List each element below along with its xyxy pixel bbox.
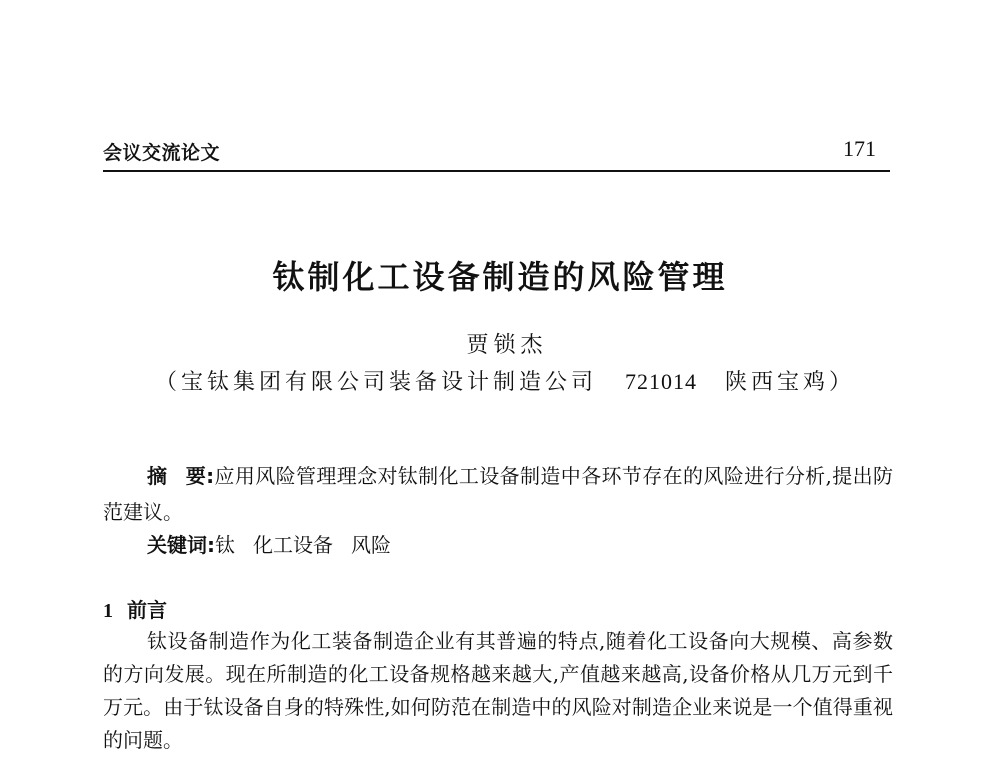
keywords (147, 527, 409, 563)
paper-title: 钛制化工设备制造的风险管理 (272, 258, 728, 296)
section-body: 钛设备制造作为化工装备制造企业有其普遍的特点,随着化工设备向大规模、高参数的方向发展。现在所制造的化工设备规格越来越大,产值越来越高,设备价格从几万元到千万元。由于钛设备自身的特殊性,如何防范在制造中的风险对制造企业来说是一个值得重视的问题。 (103, 629, 893, 752)
abstract-text: 应用风险管理理念对钛制化工设备制造中各环节存在的风险进行分析,提出防范建议。 (103, 464, 894, 524)
section-number: 1 (103, 600, 113, 622)
affiliation-open-paren: （ (154, 370, 181, 395)
affiliation-close-paren: ） (829, 370, 856, 395)
affiliation-postal-code: 721014 (625, 369, 697, 394)
abstract-label: 摘 要: (147, 464, 215, 488)
abstract (103, 458, 893, 530)
keyword-item: 钛 (215, 533, 235, 557)
section-title: 前言 (127, 598, 167, 622)
affiliation-location: 陕西宝鸡 (725, 370, 830, 395)
author-affiliation (0, 365, 1000, 396)
author-name: 贾锁杰 (466, 333, 548, 358)
page-number: 171 (843, 136, 876, 161)
section-heading (103, 594, 167, 623)
affiliation-org: 宝钛集团有限公司装备设计制造公司 (180, 370, 597, 395)
keywords-label: 关键词: (147, 533, 215, 557)
keyword-item: 风险 (351, 533, 391, 557)
header-divider (103, 170, 890, 172)
running-header-section: 会议交流论文 (103, 142, 221, 164)
keyword-item: 化工设备 (253, 533, 333, 557)
